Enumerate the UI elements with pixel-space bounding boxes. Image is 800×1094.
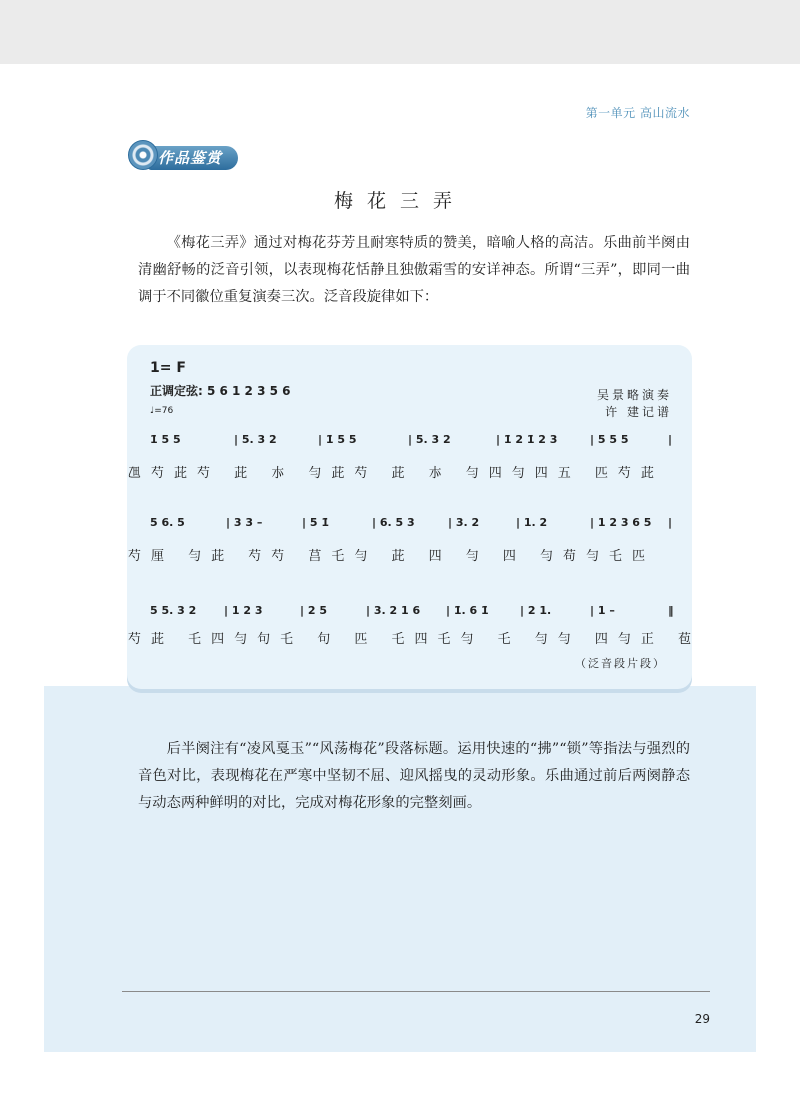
measure: | 1 – — [590, 604, 615, 617]
measure: | 2 1. — [520, 604, 552, 617]
tablature-line-2: 芍厘 勻茈 芍芍 莒乇勻 茈 四 勻 四 勻苟勻乇匹 — [128, 549, 656, 564]
measure: | 1̇. 6 1̇ — [446, 604, 489, 617]
measure: | 5. 3 2 — [234, 433, 277, 446]
measure: | 3. 2 — [448, 516, 480, 529]
tablature-line-1: 乪芍茈芍 茈 㝳 勻茈芍 茈 㝳 勻四勻四五 匹芍茈 — [128, 466, 664, 481]
notation-line-3 — [150, 604, 680, 622]
performer-credit: 吴景略演奏 — [596, 388, 672, 402]
key-signature: 1= F — [150, 360, 186, 376]
measure: 1̇ 5 5 — [150, 433, 181, 446]
measure: | 2 5 — [300, 604, 327, 617]
measure: | 5. 3 2 — [408, 433, 451, 446]
section-badge — [128, 138, 240, 174]
measure: | 5 1̇ — [302, 516, 329, 529]
page-number: 29 — [694, 1012, 710, 1026]
footer-divider — [122, 991, 710, 992]
second-text: 后半阕注有“凌风戛玉”“风荡梅花”段落标题。运用快速的“拂”“锁”等指法与强烈的音色对比，表现梅花在严寒中坚韧不屈、迎风摇曳的灵动形象。乐曲通过前后两阕静态与动态两种鲜明的对比，完成对梅花形象的完整刻画。 — [138, 741, 690, 811]
measure: | — [668, 516, 673, 529]
measure: | 3 3 – — [226, 516, 263, 529]
measure: | 1 2 3 — [224, 604, 263, 617]
notation-line-1 — [150, 433, 680, 451]
notation-line-2 — [150, 516, 680, 534]
tuning: 正调定弦: 5 6 1 2 3 5 6 — [150, 384, 291, 398]
measure: | 1̇ 2 1̇ 2 3 — [496, 433, 558, 446]
measure: | 3. 2 1 6 — [366, 604, 421, 617]
section-badge-label: 作品鉴赏 — [158, 149, 223, 167]
score-caption: （泛音段片段） — [575, 657, 666, 670]
chapter-header: 第一单元 高山流水 — [585, 106, 690, 120]
transcriber-credit: 许 建记谱 — [605, 405, 672, 419]
piece-title: 梅花三弄 — [333, 190, 466, 212]
measure: 5 5. 3 2 — [150, 604, 197, 617]
measure: | 1̇ 5 5 — [318, 433, 357, 446]
tempo-marking: ♩=76 — [150, 406, 174, 416]
intro-text: 《梅花三弄》通过对梅花芬芳且耐寒特质的赞美，暗喻人格的高洁。乐曲前半阕由清幽舒畅的泛音引领，以表现梅花恬静且独傲霜雪的安详神态。所谓“三弄”，即同一曲调于不同徽位重复演奏三次。泛音段旋律如下： — [138, 235, 690, 305]
top-band — [0, 0, 800, 64]
measure: | 5 5 5 — [590, 433, 629, 446]
measure: | 1 2 3 6 5 — [590, 516, 652, 529]
measure: 5 6. 5 — [150, 516, 185, 529]
measure: | 1. 2 — [516, 516, 548, 529]
tablature-line-3: 芍茈 乇四勻句乇 句 匹 乇四乇勻 乇 勻勻 四勻正 苞 — [128, 632, 702, 647]
measure: | — [668, 433, 673, 446]
intro-paragraph — [138, 230, 690, 311]
second-paragraph — [138, 736, 690, 817]
disc-icon — [128, 140, 158, 170]
measure: ‖ — [668, 604, 674, 617]
measure: | 6. 5 3 — [372, 516, 415, 529]
